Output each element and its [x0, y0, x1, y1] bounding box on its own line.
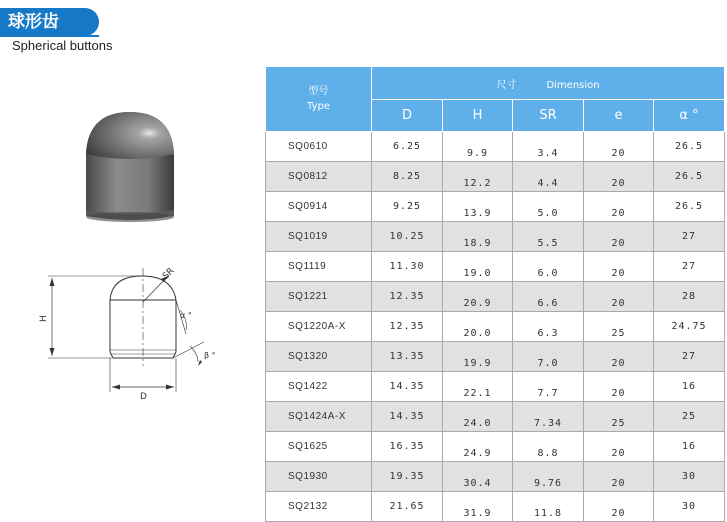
h-label: H	[39, 315, 49, 322]
d-label: D	[140, 392, 147, 402]
cell-sr: 6.0	[513, 252, 584, 282]
cell-type: SQ1220A-X	[266, 312, 372, 342]
cell-e: 20	[584, 132, 654, 162]
type-header-cn: 型号	[308, 86, 329, 97]
table-row	[266, 492, 725, 522]
table-row	[266, 252, 725, 282]
cell-type: SQ0610	[266, 132, 372, 162]
type-header-en: Type	[307, 101, 330, 112]
dimension-header-en: Dimension	[546, 79, 600, 91]
cell-type: SQ1422	[266, 372, 372, 402]
cell-d: 8.25	[372, 162, 443, 192]
cell-alpha: 27	[654, 342, 725, 372]
section-subtitle: Spherical buttons	[12, 38, 113, 53]
cell-alpha: 25	[654, 402, 725, 432]
cell-type: SQ0812	[266, 162, 372, 192]
cell-e: 20	[584, 342, 654, 372]
cell-type: SQ1221	[266, 282, 372, 312]
table-row	[266, 342, 725, 372]
cell-sr: 8.8	[513, 432, 584, 462]
cell-e: 20	[584, 372, 654, 402]
cell-alpha: 30	[654, 462, 725, 492]
cell-h: 12.2	[443, 162, 513, 192]
cell-d: 12.35	[372, 282, 443, 312]
cell-h: 22.1	[443, 372, 513, 402]
cell-h: 24.0	[443, 402, 513, 432]
cell-alpha: 28	[654, 282, 725, 312]
cell-h: 31.9	[443, 492, 513, 522]
type-header	[266, 67, 372, 132]
cell-h: 20.0	[443, 312, 513, 342]
cell-sr: 9.76	[513, 462, 584, 492]
cell-sr: 11.8	[513, 492, 584, 522]
col-header-h: H	[443, 100, 513, 132]
beta-label: β °	[204, 351, 216, 360]
cell-e: 25	[584, 312, 654, 342]
cell-d: 14.35	[372, 372, 443, 402]
table-row	[266, 462, 725, 492]
cell-h: 30.4	[443, 462, 513, 492]
cell-h: 19.0	[443, 252, 513, 282]
cell-type: SQ1424A-X	[266, 402, 372, 432]
cell-e: 20	[584, 462, 654, 492]
table-row	[266, 312, 725, 342]
cell-sr: 5.0	[513, 192, 584, 222]
cell-type: SQ1625	[266, 432, 372, 462]
table-row	[266, 162, 725, 192]
cell-d: 11.30	[372, 252, 443, 282]
col-header-d: D	[372, 100, 443, 132]
spec-table	[265, 66, 725, 522]
alpha-label: α °	[180, 311, 192, 320]
cell-sr: 7.7	[513, 372, 584, 402]
title-underline	[0, 35, 99, 37]
button-technical-drawing	[30, 262, 230, 412]
cell-sr: 7.34	[513, 402, 584, 432]
cell-type: SQ2132	[266, 492, 372, 522]
button-photo	[80, 110, 180, 228]
table-row	[266, 432, 725, 462]
col-header-e: e	[584, 100, 654, 132]
cell-e: 20	[584, 432, 654, 462]
table-row	[266, 132, 725, 162]
cell-d: 12.35	[372, 312, 443, 342]
table-row	[266, 222, 725, 252]
cell-e: 20	[584, 282, 654, 312]
cell-sr: 7.0	[513, 342, 584, 372]
cell-d: 16.35	[372, 432, 443, 462]
cell-d: 10.25	[372, 222, 443, 252]
section-title: 球形齿	[0, 8, 99, 36]
cell-h: 9.9	[443, 132, 513, 162]
table-row	[266, 192, 725, 222]
cell-d: 13.35	[372, 342, 443, 372]
cell-e: 20	[584, 252, 654, 282]
cell-alpha: 30	[654, 492, 725, 522]
cell-alpha: 27	[654, 252, 725, 282]
table-row	[266, 372, 725, 402]
cell-sr: 3.4	[513, 132, 584, 162]
cell-e: 20	[584, 492, 654, 522]
cell-sr: 4.4	[513, 162, 584, 192]
cell-alpha: 26.5	[654, 192, 725, 222]
cell-e: 20	[584, 222, 654, 252]
cell-h: 19.9	[443, 342, 513, 372]
cell-sr: 6.3	[513, 312, 584, 342]
cell-sr: 6.6	[513, 282, 584, 312]
col-header-alpha: α °	[654, 100, 725, 132]
dimension-header-cn: 尺寸	[496, 79, 517, 91]
cell-h: 13.9	[443, 192, 513, 222]
cell-e: 20	[584, 162, 654, 192]
cell-alpha: 24.75	[654, 312, 725, 342]
table-row	[266, 402, 725, 432]
cell-alpha: 26.5	[654, 162, 725, 192]
cell-d: 21.65	[372, 492, 443, 522]
cell-sr: 5.5	[513, 222, 584, 252]
cell-d: 9.25	[372, 192, 443, 222]
table-row	[266, 282, 725, 312]
cell-h: 18.9	[443, 222, 513, 252]
cell-type: SQ1320	[266, 342, 372, 372]
cell-type: SQ1930	[266, 462, 372, 492]
dimension-header	[372, 67, 725, 100]
cell-alpha: 27	[654, 222, 725, 252]
cell-alpha: 16	[654, 372, 725, 402]
cell-e: 25	[584, 402, 654, 432]
cell-type: SQ1119	[266, 252, 372, 282]
cell-type: SQ0914	[266, 192, 372, 222]
cell-type: SQ1019	[266, 222, 372, 252]
cell-alpha: 26.5	[654, 132, 725, 162]
col-header-sr: SR	[513, 100, 584, 132]
cell-d: 6.25	[372, 132, 443, 162]
cell-alpha: 16	[654, 432, 725, 462]
cell-d: 14.35	[372, 402, 443, 432]
cell-e: 20	[584, 192, 654, 222]
cell-h: 20.9	[443, 282, 513, 312]
cell-d: 19.35	[372, 462, 443, 492]
cell-h: 24.9	[443, 432, 513, 462]
sr-label: SR	[161, 266, 177, 282]
